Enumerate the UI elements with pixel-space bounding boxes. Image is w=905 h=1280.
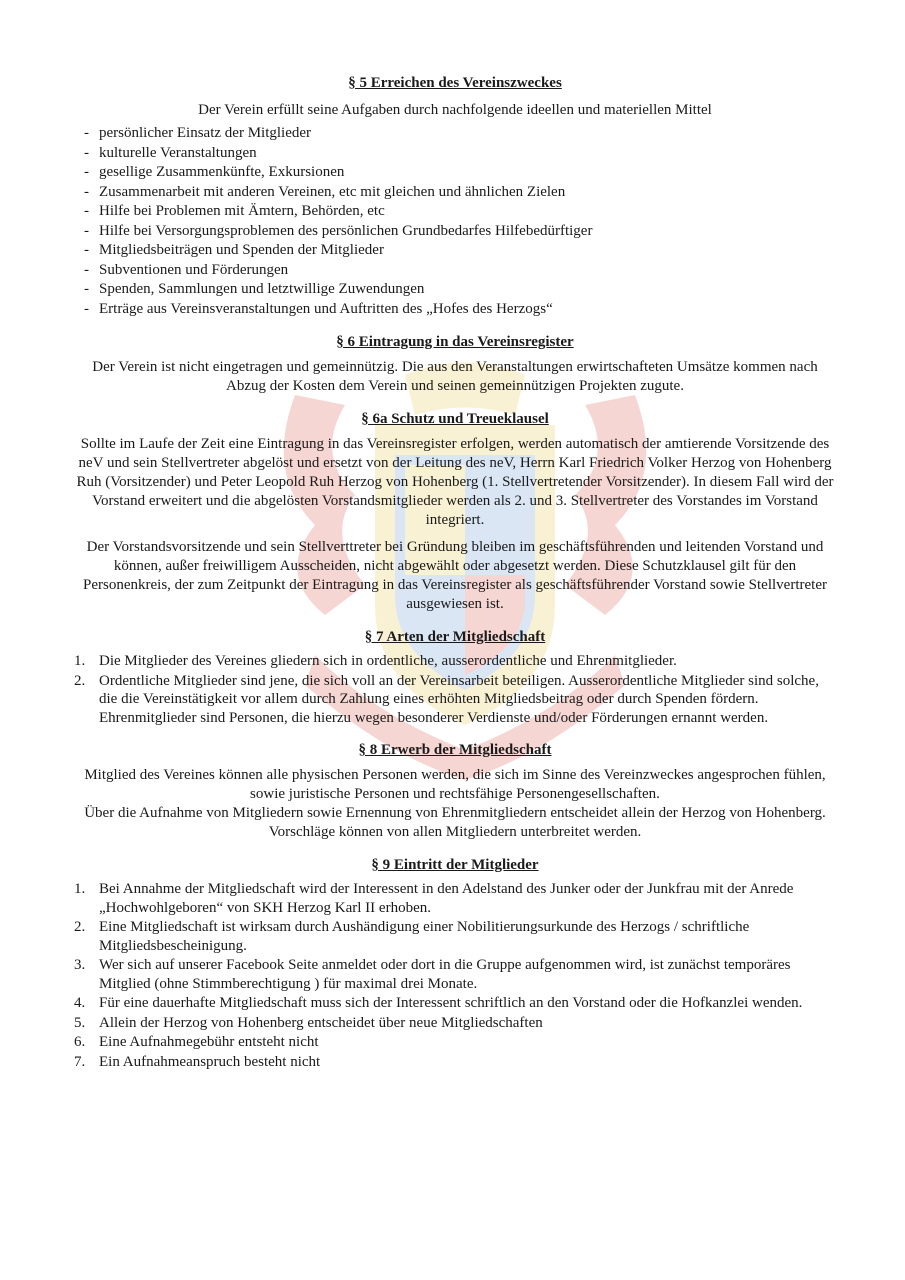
item-number: 1. (74, 881, 86, 897)
item-number: 3. (74, 957, 86, 973)
section-8-paragraph-1: Mitglied des Vereines können alle physischen Personen werden, die sich im Sinne des Vereinzweckes angesprochen fühlen, sowie juristische Personen und rechtsfähige Personengesellschaften. (84, 767, 826, 802)
list-item (74, 672, 836, 728)
item-text: Für eine dauerhafte Mitgliedschaft muss sich der Interessent schriftlich an den Vorstand oder die Hofkanzlei wenden. (99, 995, 803, 1011)
list-item (74, 918, 836, 955)
item-number: 2. (74, 672, 86, 689)
section-5-title: § 5 Erreichen des Vereinszweckes (348, 75, 562, 91)
section-6-title: § 6 Eintragung in das Vereinsregister (336, 334, 574, 350)
section-6a (74, 410, 836, 614)
item-text: Ordentliche Mitglieder sind jene, die sich voll an der Vereinsarbeit beteiligen. Ausserordentliche Mitglieder sind solche, die die Vereinstätigkeit vor allem durch Zahlung eines erhöhten Mitgliedsbeitrag oder durch Spenden fördern. Ehrenmitglieder sind Personen, die hierzu wegen besonderer Verdienste und/oder Förderungen ernannt werden. (99, 672, 819, 726)
list-item (74, 956, 836, 993)
list-item (74, 1033, 836, 1052)
section-8-title: § 8 Erwerb der Mitgliedschaft (358, 742, 552, 758)
list-item: - persönlicher Einsatz der Mitglieder (74, 124, 836, 144)
list-item (74, 880, 836, 917)
list-item: - Erträge aus Vereinsveranstaltungen und Auftritten des „Hofes des Herzogs“ (74, 300, 836, 320)
item-text: Die Mitglieder des Vereines gliedern sich in ordentliche, ausserordentliche und Ehrenmitglieder. (99, 653, 677, 669)
item-number: 7. (74, 1053, 86, 1070)
list-item (74, 994, 836, 1013)
list-item: - kulturelle Veranstaltungen (74, 144, 836, 164)
item-text: Bei Annahme der Mitgliedschaft wird der Interessent in den Adelstand des Junker oder der Junkfrau mit der Anrede „Hochwohlgeboren“ von SKH Herzog Karl II erhoben. (99, 881, 794, 916)
item-number: 1. (74, 653, 86, 669)
list-item: - Spenden, Sammlungen und letztwillige Zuwendungen (74, 280, 836, 300)
list-item (74, 1014, 836, 1033)
list-item (74, 1053, 836, 1072)
item-number: 5. (74, 1014, 86, 1031)
list-item: - gesellige Zusammenkünfte, Exkursionen (74, 163, 836, 183)
section-6-text: Der Verein ist nicht eingetragen und gemeinnützig. Die aus den Veranstaltungen erwirtschafteten Umsätze kommen nach Abzug der Kosten dem Verein und seinen gemeinnützigen Projekten zugute. (92, 359, 818, 394)
section-6a-paragraph-1: Sollte im Laufe der Zeit eine Eintragung in das Vereinsregister erfolgen, werden automatisch der amtierende Vorsitzende des neV und sein Stellvertreter abgelöst und ersetzt von der Leitung des neV, Herrn Karl Friedrich Volker Herzog von Hohenberg Ruh (Vorsitzender) und Peter Leopold Ruh Herzog von Hohenberg (1. Stellvertretender Vorsitzender). In diesem Fall wird der Vorstand erweitert und die abgelösten Vorstandsmitglieder werden als 2. und 3. Stellvertreter des Vorstandes im Vorstand integriert. (76, 436, 834, 528)
list-item: - Zusammenarbeit mit anderen Vereinen, etc mit gleichen und ähnlichen Zielen (74, 183, 836, 203)
section-8-paragraph-2: Über die Aufnahme von Mitgliedern sowie Ernennung von Ehrenmitgliedern entscheidet allein der Herzog von Hohenberg. Vorschläge können von allen Mitgliedern unterbreitet werden. (84, 805, 826, 840)
section-5-intro: Der Verein erfüllt seine Aufgaben durch nachfolgende ideellen und materiellen Mittel (198, 102, 712, 118)
section-6a-title: § 6a Schutz und Treueklausel (361, 411, 549, 427)
section-9-list (74, 880, 836, 1071)
item-text: Eine Mitgliedschaft ist wirksam durch Aushändigung einer Nobilitierungsurkunde des Herzogs / schriftliche Mitgliedsbescheinigung. (99, 919, 750, 954)
list-item: - Hilfe bei Problemen mit Ämtern, Behörden, etc (74, 202, 836, 222)
list-item: - Subventionen und Förderungen (74, 261, 836, 281)
section-6 (74, 333, 836, 396)
list-item (74, 652, 836, 671)
section-5-list (74, 124, 836, 319)
list-item: - Hilfe bei Versorgungsproblemen des persönlichen Grundbedarfes Hilfebedürftiger (74, 222, 836, 242)
item-text: Eine Aufnahmegebühr entsteht nicht (99, 1034, 319, 1050)
section-6a-paragraph-2: Der Vorstandsvorsitzende und sein Stellverttreter bei Gründung bleiben im geschäftsführenden und leitenden Vorstand und können, außer freiwilligem Ausscheiden, nicht abgewählt oder abgesetzt werden. Diese Schutzklausel gilt für den Personenkreis, der zum Zeitpunkt der Eintragung in das Vereinsregister als geschäftsführender Vorstand sowie Stellvertreter ausgewiesen ist. (83, 539, 827, 612)
item-text: Allein der Herzog von Hohenberg entscheidet über neue Mitgliedschaften (99, 1014, 543, 1031)
section-9-title: § 9 Eintritt der Mitglieder (371, 857, 539, 873)
document-body (74, 74, 836, 1072)
item-number: 2. (74, 919, 86, 935)
item-text: Ein Aufnahmeanspruch besteht nicht (99, 1053, 321, 1070)
item-text: Wer sich auf unserer Facebook Seite anmeldet oder dort in die Gruppe aufgenommen wird, ist zunächst temporäres Mitglied (ohne Stimmberechtigung ) für maximal drei Monate. (99, 957, 791, 992)
section-7 (74, 628, 836, 727)
list-item: - Mitgliedsbeiträgen und Spenden der Mitglieder (74, 241, 836, 261)
section-7-list (74, 652, 836, 727)
section-9 (74, 856, 836, 1071)
section-8 (74, 741, 836, 842)
item-number: 6. (74, 1034, 86, 1050)
item-number: 4. (74, 995, 86, 1011)
section-7-title: § 7 Arten der Mitgliedschaft (364, 629, 546, 645)
